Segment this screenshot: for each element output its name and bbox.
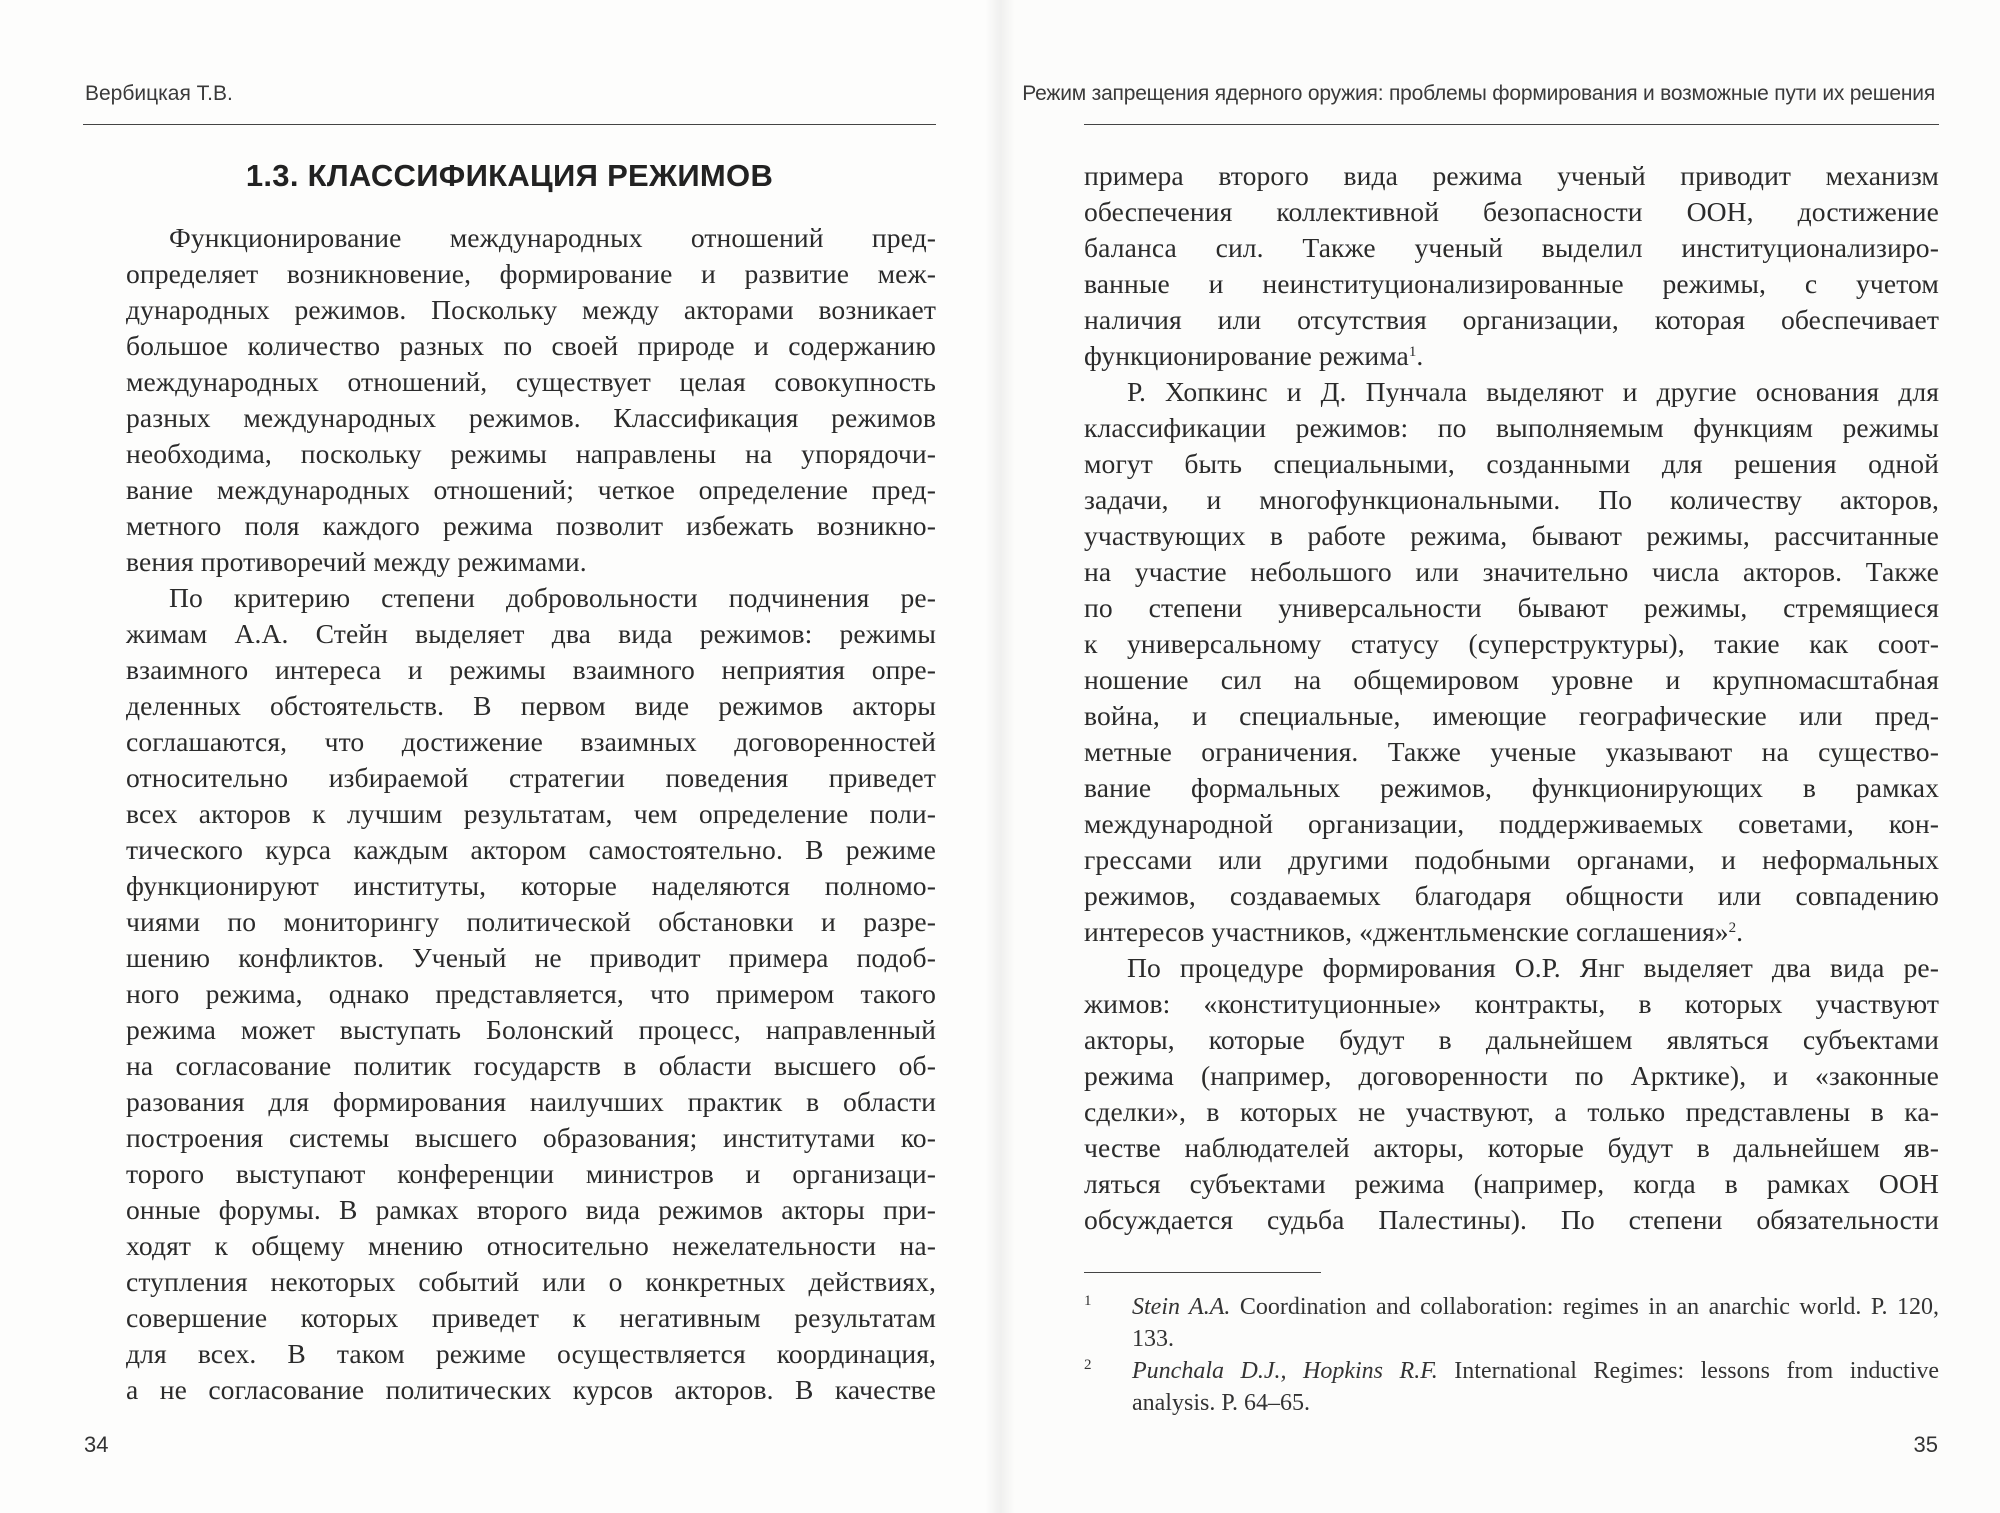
text-line xyxy=(126,1372,936,1408)
line-text: онные форумы. В рамках второго вида режимов акторы при- xyxy=(126,1194,936,1225)
line-text: торого выступают конференции министров и организаци- xyxy=(126,1158,936,1189)
text-line xyxy=(1084,230,1939,266)
text-line xyxy=(1084,842,1939,878)
line-text: ступления некоторых событий или о конкретных действиях, xyxy=(126,1266,936,1297)
text-line xyxy=(126,220,936,256)
footnote-author: Punchala D.J., Hopkins R.F. xyxy=(1132,1358,1438,1384)
line-text: жимов: «конституционные» контракты, в которых участвуют xyxy=(1084,988,1939,1019)
line-text: определяет возникновение, формирование и развитие меж- xyxy=(126,258,936,289)
text-line xyxy=(126,616,936,652)
text-line xyxy=(126,364,936,400)
text-line xyxy=(1084,770,1939,806)
text-line xyxy=(1084,554,1939,590)
text-line xyxy=(126,868,936,904)
line-text: на участие небольшого или значительно числа акторов. Также xyxy=(1084,556,1939,587)
footnote-ref[interactable]: 2 xyxy=(1728,920,1737,936)
line-text: деленных обстоятельств. В первом виде режимов акторы xyxy=(126,690,936,721)
text-line xyxy=(126,472,936,508)
text-line xyxy=(1084,302,1939,338)
text-line xyxy=(1084,662,1939,698)
text-line xyxy=(126,400,936,436)
text-line xyxy=(1084,338,1939,374)
text-line xyxy=(1084,590,1939,626)
text-line xyxy=(126,1048,936,1084)
text-line xyxy=(1084,374,1939,410)
line-text: метного поля каждого режима позволит избежать возникно- xyxy=(126,510,936,541)
line-text: необходима, поскольку режимы направлены на упорядочи- xyxy=(126,438,936,469)
text-line xyxy=(126,436,936,472)
footnote-number: 1 xyxy=(1084,1293,1092,1309)
page-number-left: 34 xyxy=(84,1432,109,1457)
header-rule-left xyxy=(83,124,936,125)
line-text: для всех. В таком режиме осуществляется координация, xyxy=(126,1338,936,1369)
left-body-text xyxy=(126,220,936,1408)
right-body-text xyxy=(1084,158,1939,1238)
text-line xyxy=(126,1336,936,1372)
line-text: международной организации, поддерживаемых советами, кон- xyxy=(1084,808,1939,839)
line-text: ношение сил на общемировом уровне и крупномасштабная xyxy=(1084,664,1939,695)
line-text: большое количество разных по своей природе и содержанию xyxy=(126,330,936,361)
line-text: функционирование режима xyxy=(1084,340,1409,371)
footnote-rule xyxy=(1084,1272,1321,1273)
text-line xyxy=(126,760,936,796)
line-text: а не согласование политических курсов акторов. В качестве xyxy=(126,1374,936,1405)
text-line xyxy=(126,652,936,688)
text-line xyxy=(1084,446,1939,482)
line-text: тического курса каждым актором самостоятельно. В режиме xyxy=(126,834,936,865)
text-line xyxy=(126,976,936,1012)
text-line xyxy=(1084,1130,1939,1166)
text-line xyxy=(1084,698,1939,734)
footnote-ref[interactable]: 1 xyxy=(1408,344,1417,360)
line-text: задачи, и многофункциональными. По количеству акторов, xyxy=(1084,484,1939,515)
line-text: наличия или отсутствия организации, которая обеспечивает xyxy=(1084,304,1939,335)
text-line xyxy=(1084,734,1939,770)
text-line xyxy=(126,904,936,940)
text-line xyxy=(126,1264,936,1300)
line-text: Функционирование международных отношений пред- xyxy=(169,222,936,253)
text-line xyxy=(1084,626,1939,662)
line-text: взаимного интереса и режимы взаимного неприятия опре- xyxy=(126,654,936,685)
line-text: соглашаются, что достижение взаимных договоренностей xyxy=(126,726,936,757)
line-text: ванные и неинституционализированные режимы, с учетом xyxy=(1084,268,1939,299)
text-line xyxy=(126,1012,936,1048)
line-text: всех акторов к лучшим результатам, чем определение поли- xyxy=(126,798,936,829)
footnote-item xyxy=(1084,1291,1939,1355)
right-page xyxy=(1000,0,2000,1513)
text-line xyxy=(126,940,936,976)
line-text: честве наблюдателей акторы, которые будут в дальнейшем яв- xyxy=(1084,1132,1939,1163)
running-header-left: Вербицкая Т.В. xyxy=(85,82,233,105)
line-text: разования для формирования наилучших практик в области xyxy=(126,1086,936,1117)
line-punctuation: . xyxy=(1416,340,1424,371)
line-text: по степени универсальности бывают режимы, стремящиеся xyxy=(1084,592,1939,623)
text-line xyxy=(1084,1058,1939,1094)
line-text: чиями по мониторингу политической обстановки и разре- xyxy=(126,906,936,937)
text-line xyxy=(1084,482,1939,518)
footnote-text: International Regimes: lessons from inductive analysis. P. 64–65. xyxy=(1132,1358,1939,1416)
line-text: могут быть специальными, созданными для решения одной xyxy=(1084,448,1939,479)
footnote-text: Coordination and collaboration: regimes in an anarchic world. P. 120, 133. xyxy=(1132,1294,1940,1352)
text-line xyxy=(126,1228,936,1264)
text-line xyxy=(126,796,936,832)
line-text: примера второго вида режима ученый приводит механизм xyxy=(1084,160,1939,191)
text-line xyxy=(126,1084,936,1120)
text-line xyxy=(126,580,936,616)
text-line xyxy=(126,688,936,724)
text-line xyxy=(126,292,936,328)
line-text: вения противоречий между режимами. xyxy=(126,546,587,577)
line-text: обсуждается судьба Палестины). По степени обязательности xyxy=(1084,1204,1939,1235)
page-number-right: 35 xyxy=(1913,1432,1938,1457)
line-punctuation: . xyxy=(1736,916,1744,947)
line-text: режима (например, договоренности по Арктике), и «законные xyxy=(1084,1060,1939,1091)
text-line xyxy=(1084,1094,1939,1130)
text-line xyxy=(1084,518,1939,554)
text-line xyxy=(1084,266,1939,302)
running-header-right: Режим запрещения ядерного оружия: проблемы формирования и возможные пути их решения xyxy=(1022,82,1935,105)
text-line xyxy=(126,256,936,292)
line-text: относительно избираемой стратегии поведения приведет xyxy=(126,762,936,793)
footnote-number: 2 xyxy=(1084,1357,1092,1373)
text-line xyxy=(1084,878,1939,914)
line-text: функционируют институты, которые наделяются полномо- xyxy=(126,870,936,901)
text-line xyxy=(126,1192,936,1228)
line-text: режима может выступать Болонский процесс, направленный xyxy=(126,1014,936,1045)
line-text: грессами или другими подобными органами, и неформальных xyxy=(1084,844,1939,875)
line-text: построения системы высшего образования; институтами ко- xyxy=(126,1122,936,1153)
header-rule-right xyxy=(1084,124,1939,125)
line-text: на согласование политик государств в области высшего об- xyxy=(126,1050,936,1081)
text-line xyxy=(126,1120,936,1156)
text-line xyxy=(1084,950,1939,986)
text-line xyxy=(1084,158,1939,194)
line-text: По процедуре формирования О.Р. Янг выделяет два вида ре- xyxy=(1127,952,1939,983)
section-title: 1.3. КЛАССИФИКАЦИЯ РЕЖИМОВ xyxy=(245,158,774,193)
text-line xyxy=(1084,1202,1939,1238)
line-text: вание международных отношений; четкое определение пред- xyxy=(126,474,936,505)
line-text: обеспечения коллективной безопасности ООН, достижение xyxy=(1084,196,1939,227)
line-text: к универсальному статусу (суперструктуры), такие как соот- xyxy=(1084,628,1939,659)
line-text: ного режима, однако представляется, что примером такого xyxy=(126,978,936,1009)
line-text: разных международных режимов. Классификация режимов xyxy=(126,402,936,433)
line-text: сделки», в которых не участвуют, а только представлены в ка- xyxy=(1084,1096,1939,1127)
text-line xyxy=(126,1300,936,1336)
text-line xyxy=(1084,914,1939,950)
line-text: баланса сил. Также ученый выделил институционализиро- xyxy=(1084,232,1939,263)
line-text: классификации режимов: по выполняемым функциям режимы xyxy=(1084,412,1939,443)
text-line xyxy=(1084,1166,1939,1202)
line-text: ляться субъектами режима (например, когда в рамках ООН xyxy=(1084,1168,1939,1199)
line-text: жимам А.А. Стейн выделяет два вида режимов: режимы xyxy=(126,618,936,649)
line-text: метные ограничения. Также ученые указывают на существо- xyxy=(1084,736,1939,767)
line-text: дународных режимов. Поскольку между акторами возникает xyxy=(126,294,936,325)
text-line xyxy=(126,832,936,868)
text-line xyxy=(126,724,936,760)
line-text: По критерию степени добровольности подчинения ре- xyxy=(169,582,936,613)
text-line xyxy=(126,508,936,544)
line-text: интересов участников, «джентльменские соглашения» xyxy=(1084,916,1729,947)
text-line xyxy=(1084,410,1939,446)
book-gutter xyxy=(985,0,1015,1513)
text-line xyxy=(126,328,936,364)
footnote-item xyxy=(1084,1355,1939,1419)
line-text: режимов, создаваемых благодаря общности или совпадению xyxy=(1084,880,1939,911)
line-text: Р. Хопкинс и Д. Пунчала выделяют и другие основания для xyxy=(1127,376,1939,407)
text-line xyxy=(1084,194,1939,230)
line-text: шению конфликтов. Ученый не приводит примера подоб- xyxy=(126,942,936,973)
line-text: вание формальных режимов, функционирующих в рамках xyxy=(1084,772,1939,803)
line-text: ходят к общему мнению относительно нежелательности на- xyxy=(126,1230,936,1261)
line-text: акторы, которые будут в дальнейшем являться субъектами xyxy=(1084,1024,1939,1055)
footnote-author: Stein A.A. xyxy=(1132,1294,1231,1320)
text-line xyxy=(126,1156,936,1192)
line-text: совершение которых приведет к негативным результатам xyxy=(126,1302,936,1333)
line-text: международных отношений, существует целая совокупность xyxy=(126,366,936,397)
text-line xyxy=(126,544,936,580)
text-line xyxy=(1084,1022,1939,1058)
line-text: участвующих в работе режима, бывают режимы, рассчитанные xyxy=(1084,520,1939,551)
text-line xyxy=(1084,986,1939,1022)
text-line xyxy=(1084,806,1939,842)
footnotes xyxy=(1084,1291,1939,1419)
line-text: война, и специальные, имеющие географические или пред- xyxy=(1084,700,1939,731)
